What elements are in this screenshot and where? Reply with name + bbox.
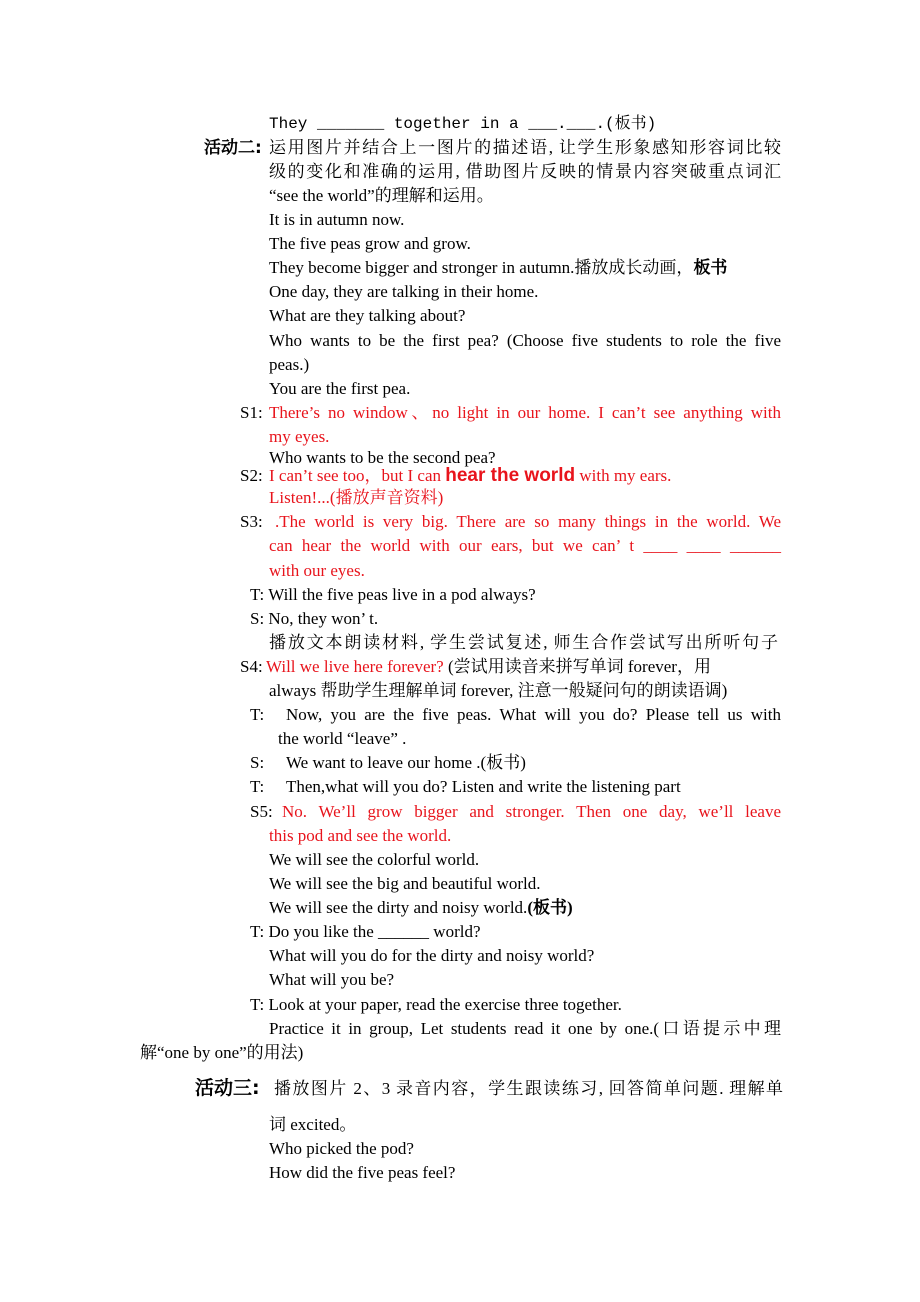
fill-blank-line: They _______ together in a ___.___.(板书): [269, 115, 657, 133]
text-line: [269, 896, 573, 920]
board-note: 板书: [693, 258, 728, 277]
text: I can’t see too，but I can: [269, 466, 446, 485]
teacher-line: the world “leave” .: [278, 729, 407, 748]
activity-3-label: 活动三:: [195, 1077, 260, 1099]
activity-3-desc: 词 excited。: [269, 1115, 357, 1134]
text: (尝试用读音来拼写单词 forever，用: [443, 657, 711, 676]
s2-line: Listen!...(播放声音资料): [269, 488, 444, 507]
key-phrase: hear the world: [445, 465, 576, 486]
s4-line: always 帮助学生理解单词 forever, 注意一般疑问句的朗读语调): [269, 681, 728, 700]
s1-line: my eyes.: [269, 427, 330, 446]
text-line: What are they talking about?: [269, 306, 466, 325]
activity-3-desc: 播放图片 2、3 录音内容，学生跟读练习, 回答简单问题. 理解单: [274, 1079, 783, 1098]
activity-2-desc: 级的变化和准确的运用, 借助图片反映的情景内容突破重点词汇: [269, 162, 781, 181]
text-line: peas.): [269, 355, 310, 374]
speaker-label: S1:: [240, 403, 263, 422]
s5-line: this pod and see the world.: [269, 826, 452, 845]
text: We will see the dirty and noisy world.: [269, 898, 528, 917]
text-line: Who wants to be the first pea? (Choose five students to role the five: [269, 331, 781, 350]
speaker-label: T:: [250, 777, 265, 796]
text-line: It is in autumn now.: [269, 210, 405, 229]
board-note: (板书): [527, 898, 573, 917]
teacher-line: Now, you are the five peas. What will you do? Please tell us with: [286, 705, 781, 724]
teacher-line: T: Look at your paper, read the exercise three together.: [250, 995, 622, 1014]
text-line: How did the five peas feel?: [269, 1163, 456, 1182]
activity-2-desc: 运用图片并结合上一图片的描述语, 让学生形象感知形容词比较: [269, 138, 781, 157]
text-line: What will you do for the dirty and noisy world?: [269, 946, 595, 965]
speaker-label: S3:: [240, 512, 263, 531]
teacher-line: T: Do you like the ______ world?: [250, 922, 481, 941]
text-line: Practice it in group, Let students read it one by one.(口语提示中理: [269, 1019, 781, 1038]
text-line: What will you be?: [269, 970, 395, 989]
student-line: We want to leave our home .(板书): [286, 753, 526, 772]
text-line: Who wants to be the second pea?: [269, 448, 496, 467]
s3-line: with our eyes.: [269, 561, 365, 580]
s2-line: [269, 464, 671, 488]
speaker-label: S4:: [240, 657, 263, 676]
s3-line: can hear the world with our ears, but we can’ t ____ ____ ______: [269, 536, 781, 555]
text-line: 播放文本朗读材料, 学生尝试复述, 师生合作尝试写出所听句子: [269, 633, 778, 652]
activity-2-desc: “see the world”的理解和运用。: [269, 186, 494, 205]
s4-line: [266, 655, 711, 679]
text-line: [269, 256, 727, 280]
s1-line: There’s no window、no light in our home. I can’t see anything with: [269, 403, 781, 422]
s3-line: .The world is very big. There are so many things in the world. We: [275, 512, 781, 531]
text-line: You are the first pea.: [269, 379, 411, 398]
speaker-label: S5:: [250, 802, 273, 821]
speaker-label: T:: [250, 705, 265, 724]
text-line: 解“one by one”的用法): [140, 1043, 304, 1062]
text-line: Who picked the pod?: [269, 1139, 414, 1158]
text: with my ears.: [575, 466, 672, 485]
text-line: The five peas grow and grow.: [269, 234, 471, 253]
text-line: One day, they are talking in their home.: [269, 282, 539, 301]
text-line: We will see the big and beautiful world.: [269, 874, 541, 893]
speaker-label: S:: [250, 753, 265, 772]
s5-line: No. We’ll grow bigger and stronger. Then one day, we’ll leave: [282, 802, 781, 821]
student-line: S: No, they won’ t.: [250, 609, 379, 628]
speaker-label: S2:: [240, 466, 263, 485]
text-line: We will see the colorful world.: [269, 850, 480, 869]
teacher-line: T: Will the five peas live in a pod always?: [250, 585, 536, 604]
text: Will we live here forever?: [266, 657, 444, 676]
activity-2-label: 活动二:: [204, 138, 262, 158]
teacher-line: Then,what will you do? Listen and write the listening part: [286, 777, 681, 796]
text: They become bigger and stronger in autumn.播放成长动画，: [269, 258, 694, 277]
